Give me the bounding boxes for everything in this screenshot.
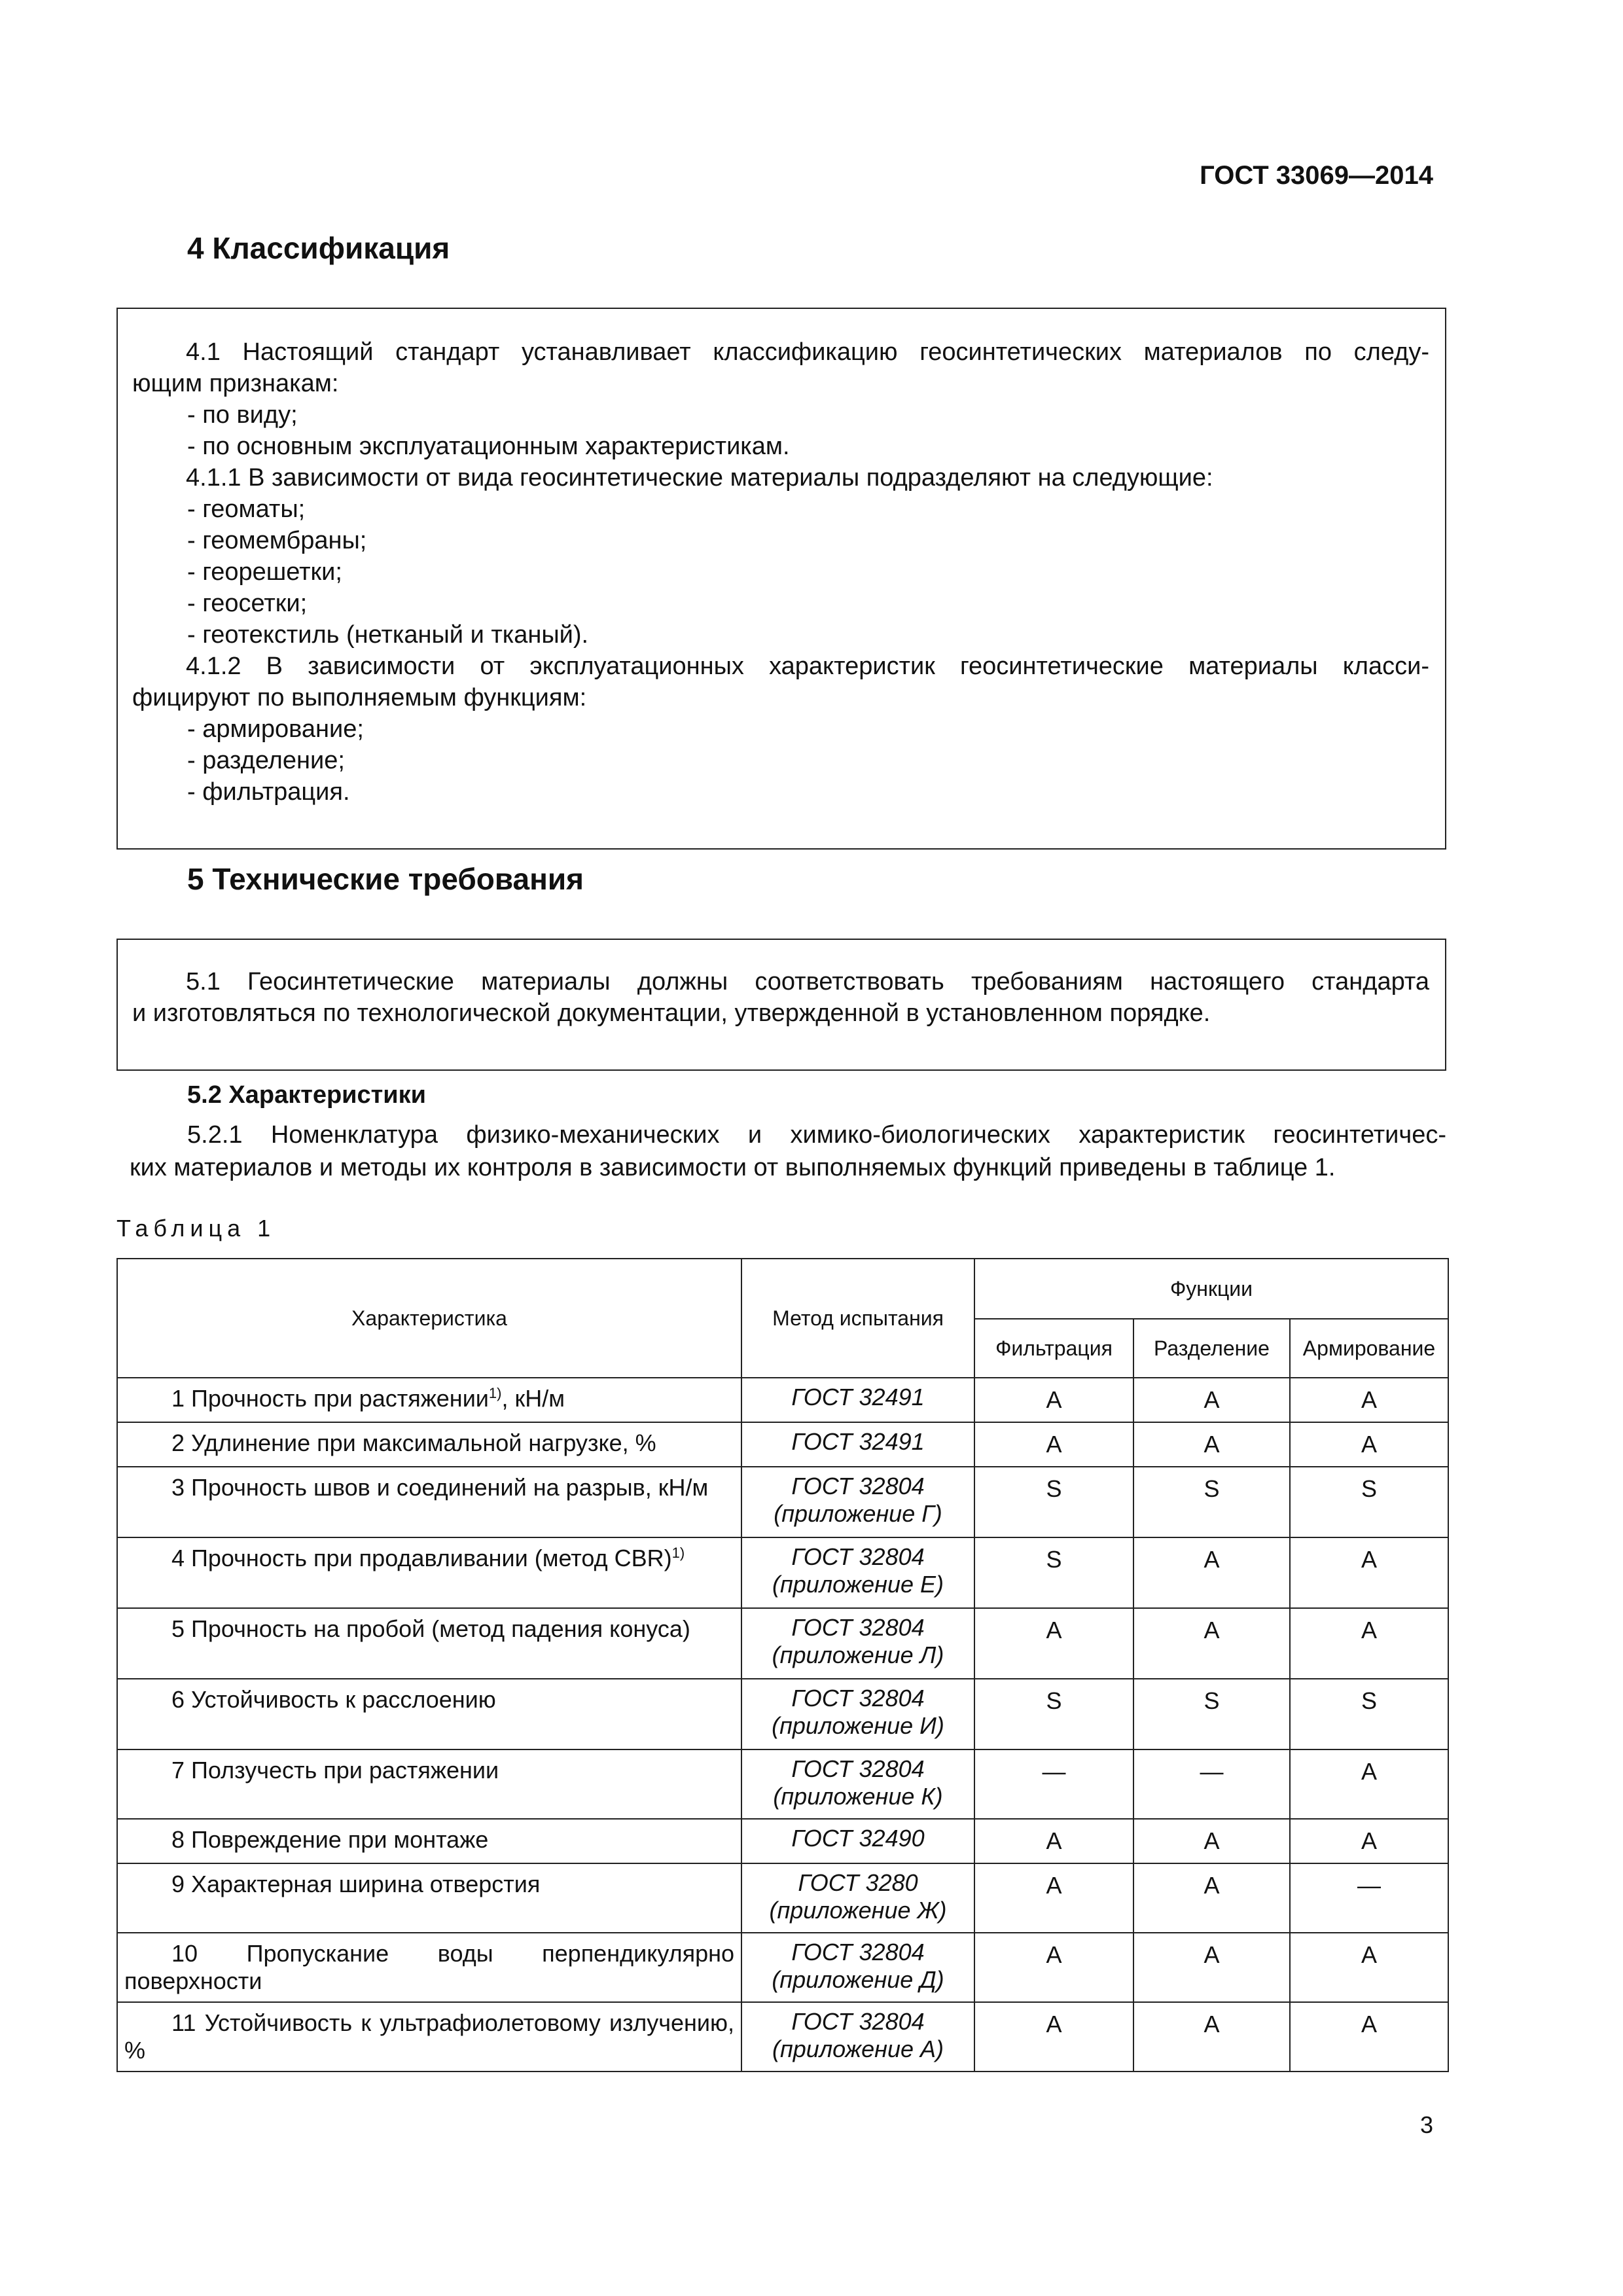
header-characteristic: Характеристика: [117, 1259, 741, 1378]
cell-reinforcement: S: [1290, 1467, 1448, 1537]
table-row: [117, 1422, 1448, 1467]
method-standard: ГОСТ 32804: [791, 1473, 925, 1499]
method-standard: ГОСТ 32804: [791, 1614, 925, 1641]
cell-characteristic: [117, 1422, 741, 1467]
characteristic-text: 3 Прочность швов и соединений на разрыв, кН/м: [171, 1474, 709, 1501]
section-5-2-title: 5.2 Характеристики: [187, 1081, 427, 1109]
cell-method: [741, 1537, 974, 1608]
header-method: Метод испытания: [741, 1259, 974, 1378]
characteristic-text: 10 Пропускание воды перпендикулярно поверхности: [124, 1940, 734, 1994]
list-item: - фильтрация.: [187, 778, 350, 806]
table-caption: Таблица 1: [116, 1215, 276, 1242]
cell-method: [741, 1467, 974, 1537]
list-item: - геотекстиль (нетканый и тканый).: [187, 621, 589, 649]
characteristic-text: 6 Устойчивость к расслоению: [171, 1686, 496, 1713]
cell-method: [741, 1819, 974, 1863]
cell-separation: A: [1133, 1608, 1290, 1679]
cell-filtration: A: [974, 1933, 1133, 2002]
list-item: - армирование;: [187, 715, 364, 743]
method-annex: (приложение Г): [774, 1500, 942, 1527]
cell-filtration: A: [974, 1378, 1133, 1422]
cell-separation: A: [1133, 1378, 1290, 1422]
header-functions: Функции: [974, 1259, 1448, 1319]
list-item: - геоматы;: [187, 495, 306, 523]
clause-5-2-1-line1: 5.2.1 Номенклатура физико-механических и химико-биологических характеристик геосинтетичес-: [187, 1121, 1446, 1149]
cell-separation: A: [1133, 1933, 1290, 2002]
table-row: [117, 1679, 1448, 1749]
cell-reinforcement: A: [1290, 1608, 1448, 1679]
document-code: ГОСТ 33069—2014: [1200, 161, 1433, 190]
characteristic-text: 5 Прочность на пробой (метод падения конуса): [171, 1615, 690, 1642]
table-row: [117, 1863, 1448, 1933]
cell-filtration: —: [974, 1749, 1133, 1819]
clause-5-2-1-line2: ких материалов и методы их контроля в зависимости от выполняемых функций приведены в таблице 1.: [130, 1154, 1336, 1181]
cell-separation: S: [1133, 1467, 1290, 1537]
cell-filtration: S: [974, 1679, 1133, 1749]
cell-method: [741, 1608, 974, 1679]
cell-filtration: S: [974, 1467, 1133, 1537]
cell-method: [741, 1749, 974, 1819]
footnote-mark: 1): [488, 1385, 502, 1401]
characteristic-text: 4 Прочность при продавливании (метод CBR): [171, 1545, 672, 1571]
clause-4-1-line2: ющим признакам:: [132, 370, 339, 397]
cell-characteristic: [117, 1933, 741, 2002]
clause-5-1-line1: 5.1 Геосинтетические материалы должны соответствовать требованиям настоящего стандарта: [186, 968, 1429, 996]
cell-reinforcement: A: [1290, 1537, 1448, 1608]
table-row: [117, 1378, 1448, 1422]
method-standard: ГОСТ 32804: [791, 1939, 925, 1965]
cell-characteristic: [117, 1819, 741, 1863]
cell-reinforcement: A: [1290, 1819, 1448, 1863]
cell-separation: A: [1133, 1819, 1290, 1863]
clause-5-1-line2: и изготовляться по технологической документации, утвержденной в установленном порядке.: [132, 999, 1211, 1027]
characteristic-text: 11 Устойчивость к ультрафиолетовому излучению, %: [124, 2009, 734, 2064]
characteristic-text: 9 Характерная ширина отверстия: [171, 1871, 541, 1897]
table-row: [117, 1819, 1448, 1863]
cell-reinforcement: A: [1290, 1749, 1448, 1819]
method-annex: (приложение А): [772, 2036, 944, 2062]
section-5-title: 5 Технические требования: [187, 862, 584, 896]
clause-5-2-1: [116, 1119, 1446, 1185]
clause-4-1-line1: 4.1 Настоящий стандарт устанавливает классификацию геосинтетических материалов по следу-: [186, 338, 1429, 366]
cell-separation: S: [1133, 1679, 1290, 1749]
method-standard: ГОСТ 32804: [791, 1685, 925, 1712]
cell-characteristic: [117, 2002, 741, 2072]
page-number: 3: [1419, 2111, 1433, 2138]
section-4-title: 4 Классификация: [187, 231, 450, 265]
table-row: [117, 1467, 1448, 1537]
header-separation: Разделение: [1133, 1319, 1290, 1378]
method-standard: ГОСТ 32804: [791, 2008, 925, 2035]
cell-filtration: A: [974, 1819, 1133, 1863]
cell-reinforcement: A: [1290, 2002, 1448, 2072]
table-row: [117, 1537, 1448, 1608]
cell-method: [741, 1863, 974, 1933]
cell-characteristic: [117, 1608, 741, 1679]
method-standard: ГОСТ 32491: [791, 1384, 925, 1410]
list-item: - георешетки;: [187, 558, 342, 586]
cell-reinforcement: A: [1290, 1378, 1448, 1422]
section-4-box: [116, 308, 1446, 850]
table-row: [117, 1608, 1448, 1679]
cell-reinforcement: S: [1290, 1679, 1448, 1749]
method-standard: ГОСТ 32804: [791, 1755, 925, 1782]
method-annex: (приложение Д): [772, 1966, 944, 1993]
table-row: [117, 2002, 1448, 2072]
cell-filtration: A: [974, 1608, 1133, 1679]
cell-separation: A: [1133, 1422, 1290, 1467]
cell-filtration: A: [974, 1863, 1133, 1933]
characteristic-text: 1 Прочность при растяжении: [171, 1385, 489, 1412]
method-annex: (приложение Л): [772, 1641, 944, 1668]
cell-characteristic: [117, 1378, 741, 1422]
clause-4-1-1: 4.1.1 В зависимости от вида геосинтетические материалы подразделяют на следующие:: [186, 464, 1213, 492]
cell-characteristic: [117, 1467, 741, 1537]
characteristic-text: 2 Удлинение при максимальной нагрузке, %: [171, 1429, 656, 1456]
list-item: - разделение;: [187, 747, 345, 774]
method-annex: (приложение К): [773, 1783, 943, 1810]
footnote-mark: 1): [671, 1545, 685, 1561]
clause-4-1-2-line2: фицируют по выполняемым функциям:: [132, 684, 587, 711]
characteristic-text: 8 Повреждение при монтаже: [171, 1826, 489, 1853]
cell-characteristic: [117, 1749, 741, 1819]
characteristic-unit: , кН/м: [501, 1385, 565, 1412]
cell-method: [741, 1378, 974, 1422]
cell-separation: A: [1133, 1863, 1290, 1933]
cell-method: [741, 1933, 974, 2002]
method-annex: (приложение Е): [772, 1571, 944, 1598]
list-item: - по виду;: [187, 401, 298, 429]
list-item: - по основным эксплуатационным характеристикам.: [187, 433, 790, 460]
cell-method: [741, 2002, 974, 2072]
table-1: [116, 1258, 1449, 2072]
cell-characteristic: [117, 1679, 741, 1749]
clause-4-1-2-line1: 4.1.2 В зависимости от эксплуатационных характеристик геосинтетические материалы класси-: [186, 653, 1429, 680]
cell-method: [741, 1422, 974, 1467]
table-row: [117, 1749, 1448, 1819]
cell-filtration: A: [974, 1422, 1133, 1467]
cell-reinforcement: —: [1290, 1863, 1448, 1933]
method-standard: ГОСТ 32804: [791, 1543, 925, 1570]
cell-reinforcement: A: [1290, 1422, 1448, 1467]
characteristic-text: 7 Ползучесть при растяжении: [171, 1757, 499, 1784]
cell-separation: A: [1133, 2002, 1290, 2072]
cell-method: [741, 1679, 974, 1749]
cell-separation: A: [1133, 1537, 1290, 1608]
cell-characteristic: [117, 1863, 741, 1933]
cell-filtration: A: [974, 2002, 1133, 2072]
section-5-box: [116, 939, 1446, 1071]
list-item: - геосетки;: [187, 590, 308, 617]
method-annex: (приложение И): [772, 1712, 944, 1739]
list-item: - геомембраны;: [187, 527, 367, 554]
header-reinforcement: Армирование: [1290, 1319, 1448, 1378]
method-standard: ГОСТ 3280: [798, 1869, 918, 1896]
method-standard: ГОСТ 32490: [791, 1825, 925, 1852]
header-filtration: Фильтрация: [974, 1319, 1133, 1378]
cell-reinforcement: A: [1290, 1933, 1448, 2002]
cell-characteristic: [117, 1537, 741, 1608]
method-annex: (приложение Ж): [769, 1897, 947, 1924]
cell-separation: —: [1133, 1749, 1290, 1819]
cell-filtration: S: [974, 1537, 1133, 1608]
method-standard: ГОСТ 32491: [791, 1428, 925, 1455]
table-row: [117, 1933, 1448, 2002]
